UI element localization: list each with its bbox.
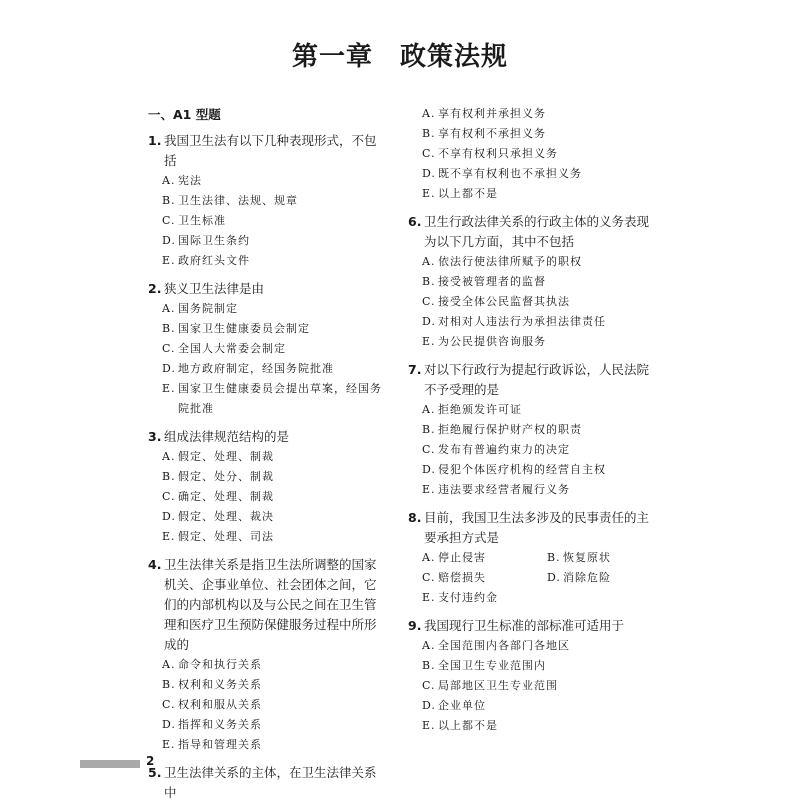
section-heading: 一、A1 型题 xyxy=(148,107,221,122)
page-title: 第一章 政策法规 xyxy=(291,42,508,72)
option-letter: C. xyxy=(162,698,176,711)
question-stem xyxy=(408,212,658,252)
option-text: 假定、处理、司法 xyxy=(178,530,274,543)
option-letter: E. xyxy=(422,483,436,496)
question-number: 7. xyxy=(408,362,422,377)
question-text: 组成法律规范结构的是 xyxy=(164,429,290,444)
option-item xyxy=(148,527,384,547)
option-item xyxy=(408,460,658,480)
option-text: 国际卫生条约 xyxy=(178,234,250,247)
question-7 xyxy=(408,360,658,500)
option-item: D. 消除危险 xyxy=(547,571,611,584)
option-letter: D. xyxy=(162,510,176,523)
option-letter: A. xyxy=(162,450,176,463)
option-row xyxy=(408,548,658,568)
option-letter: E. xyxy=(422,719,436,732)
option-item xyxy=(408,440,658,460)
option-letter: B. xyxy=(422,275,436,288)
option-item xyxy=(148,447,384,467)
question-text: 狭义卫生法律是由 xyxy=(164,281,265,296)
option-letter: C. xyxy=(162,490,176,503)
option-text: 地方政府制定，经国务院批准 xyxy=(178,362,334,375)
question-3 xyxy=(148,427,384,547)
question-4 xyxy=(148,555,384,755)
option-text: 以上都不是 xyxy=(438,719,498,732)
option-letter: B. xyxy=(422,127,436,140)
question-number: 8. xyxy=(408,510,422,525)
option-text: 侵犯个体医疗机构的经营自主权 xyxy=(438,463,606,476)
question-text: 卫生法律关系的主体，在卫生法律关系中 xyxy=(164,765,377,800)
option-letter: D. xyxy=(422,463,436,476)
left-question-list xyxy=(148,131,384,803)
option-letter: B. xyxy=(422,423,436,436)
option-item xyxy=(408,144,658,164)
option-letter: A. xyxy=(422,255,436,268)
option-text: 全国范围内各部门各地区 xyxy=(438,639,570,652)
question-number: 6. xyxy=(408,214,422,229)
question-stem xyxy=(148,555,384,655)
option-item xyxy=(408,252,658,272)
question-stem xyxy=(148,763,384,803)
question-text: 目前，我国卫生法多涉及的民事责任的主要承担方式是 xyxy=(424,510,650,545)
option-item xyxy=(148,251,384,271)
option-letter: C. xyxy=(162,342,176,355)
option-text: 指挥和义务关系 xyxy=(178,718,262,731)
option-item xyxy=(408,332,658,352)
option-item xyxy=(148,655,384,675)
option-letter: E. xyxy=(162,738,176,751)
option-text: 全国卫生专业范围内 xyxy=(438,659,546,672)
option-item xyxy=(408,124,658,144)
question-1 xyxy=(148,131,384,271)
footer-bar xyxy=(80,760,140,768)
question-number: 4. xyxy=(148,557,162,572)
option-item xyxy=(148,299,384,319)
option-item xyxy=(148,171,384,191)
option-text: 企业单位 xyxy=(438,699,486,712)
option-letter: D. xyxy=(422,699,436,712)
option-letter: D. xyxy=(162,718,176,731)
option-item xyxy=(148,487,384,507)
option-item xyxy=(148,735,384,755)
option-letter: E. xyxy=(422,335,436,348)
option-text: 国务院制定 xyxy=(178,302,238,315)
question-stem xyxy=(408,360,658,400)
option-item xyxy=(408,104,658,124)
option-item xyxy=(148,695,384,715)
option-text: 以上都不是 xyxy=(438,187,498,200)
option-letter: B. xyxy=(162,470,176,483)
option-item xyxy=(408,164,658,184)
question-text: 卫生行政法律关系的行政主体的义务表现为以下几方面，其中不包括 xyxy=(424,214,650,249)
option-text: 卫生法律、法规、规章 xyxy=(178,194,298,207)
option-letter: B. xyxy=(162,322,176,335)
option-letter: D. xyxy=(422,167,436,180)
option-text: 宪法 xyxy=(178,174,202,187)
option-item xyxy=(148,675,384,695)
option-letter: C. xyxy=(422,147,436,160)
question-5 xyxy=(148,763,384,803)
question-number: 5. xyxy=(148,765,162,780)
option-letter: D. xyxy=(162,234,176,247)
option-letter: A. xyxy=(162,174,176,187)
option-letter: B. xyxy=(422,659,436,672)
option-letter: B. xyxy=(162,678,176,691)
question-8 xyxy=(408,508,658,608)
option-letter: A. xyxy=(422,639,436,652)
option-letter: B. xyxy=(162,194,176,207)
option-text: 接受全体公民监督其执法 xyxy=(438,295,570,308)
option-text: 享有权利不承担义务 xyxy=(438,127,546,140)
option-item: C. 赔偿损失 xyxy=(422,571,486,584)
option-text: 假定、处理、裁决 xyxy=(178,510,274,523)
option-text: 拒绝履行保护财产权的职责 xyxy=(438,423,582,436)
option-item xyxy=(408,400,658,420)
question-stem xyxy=(408,508,658,548)
option-letter: D. xyxy=(162,362,176,375)
option-text: 依法行使法律所赋予的职权 xyxy=(438,255,582,268)
question-number: 9. xyxy=(408,618,422,633)
option-text: 接受被管理者的监督 xyxy=(438,275,546,288)
option-item xyxy=(408,480,658,500)
question-number: 3. xyxy=(148,429,162,444)
option-text: 卫生标准 xyxy=(178,214,226,227)
question-6 xyxy=(408,212,658,352)
option-text: 权利和服从关系 xyxy=(178,698,262,711)
option-letter: A. xyxy=(422,403,436,416)
option-item: B. 恢复原状 xyxy=(547,551,611,564)
option-letter: D. xyxy=(422,315,436,328)
option-text: 局部地区卫生专业范围 xyxy=(438,679,558,692)
option-letter: A. xyxy=(162,658,176,671)
option-text: 命令和执行关系 xyxy=(178,658,262,671)
option-text: 国家卫生健康委员会提出草案，经国务院批准 xyxy=(178,382,382,415)
option-text: 指导和管理关系 xyxy=(178,738,262,751)
option-item xyxy=(148,359,384,379)
option-letter: A. xyxy=(422,107,436,120)
option-item: A. 停止侵害 xyxy=(422,551,486,564)
option-letter: A. xyxy=(162,302,176,315)
option-text: 发布有普遍约束力的决定 xyxy=(438,443,570,456)
option-item xyxy=(408,420,658,440)
right-column xyxy=(408,104,658,744)
option-item xyxy=(408,656,658,676)
option-text: 全国人大常委会制定 xyxy=(178,342,286,355)
page-number: 2 xyxy=(146,754,155,768)
option-item xyxy=(148,339,384,359)
option-text: 拒绝颁发许可证 xyxy=(438,403,522,416)
option-text: 为公民提供咨询服务 xyxy=(438,335,546,348)
question-text: 卫生法律关系是指卫生法所调整的国家机关、企事业单位、社会团体之间，它们的内部机构以及与公民之间在卫生管理和医疗卫生预防保健服务过程中所形成的 xyxy=(164,557,377,652)
option-letter: E. xyxy=(162,382,176,395)
option-text: 对相对人违法行为承担法律责任 xyxy=(438,315,606,328)
option-text: 违法要求经营者履行义务 xyxy=(438,483,570,496)
question-9 xyxy=(408,616,658,736)
question-number: 2. xyxy=(148,281,162,296)
option-item xyxy=(408,292,658,312)
option-letter: C. xyxy=(162,214,176,227)
option-item xyxy=(408,696,658,716)
option-letter: E. xyxy=(422,187,436,200)
option-item xyxy=(148,191,384,211)
option-item xyxy=(408,676,658,696)
option-letter: C. xyxy=(422,443,436,456)
option-text: 假定、处分、制裁 xyxy=(178,470,274,483)
option-item xyxy=(148,319,384,339)
question-stem xyxy=(408,616,658,636)
option-item xyxy=(148,715,384,735)
option-row xyxy=(408,568,658,588)
option-letter: E. xyxy=(162,530,176,543)
option-item xyxy=(148,467,384,487)
option-text: 不享有权利只承担义务 xyxy=(438,147,558,160)
option-letter: E. xyxy=(162,254,176,267)
option-item xyxy=(148,379,384,419)
question-text: 对以下行政行为提起行政诉讼，人民法院不予受理的是 xyxy=(424,362,650,397)
right-question-list-b xyxy=(408,616,658,736)
question-stem xyxy=(148,427,384,447)
question-stem xyxy=(148,279,384,299)
option-item xyxy=(148,507,384,527)
option-item xyxy=(408,312,658,332)
option-item xyxy=(148,211,384,231)
right-question-list-a xyxy=(408,212,658,500)
option-item: E. 支付违约金 xyxy=(422,591,498,604)
question-text: 我国卫生法有以下几种表现形式，不包括 xyxy=(164,133,377,168)
question-text: 我国现行卫生标准的部标准可适用于 xyxy=(424,618,625,633)
option-text: 享有权利并承担义务 xyxy=(438,107,546,120)
option-item xyxy=(408,184,658,204)
question-number: 1. xyxy=(148,133,162,148)
option-letter: C. xyxy=(422,295,436,308)
option-item xyxy=(408,636,658,656)
option-text: 权利和义务关系 xyxy=(178,678,262,691)
option-letter: C. xyxy=(422,679,436,692)
left-column xyxy=(148,104,384,811)
option-item xyxy=(148,231,384,251)
q5-continued-options xyxy=(408,104,658,204)
option-text: 确定、处理、制裁 xyxy=(178,490,274,503)
question-stem xyxy=(148,131,384,171)
option-text: 假定、处理、制裁 xyxy=(178,450,274,463)
option-text: 政府红头文件 xyxy=(178,254,250,267)
option-item xyxy=(408,716,658,736)
option-text: 国家卫生健康委员会制定 xyxy=(178,322,310,335)
option-item xyxy=(408,272,658,292)
question-2 xyxy=(148,279,384,419)
option-text: 既不享有权利也不承担义务 xyxy=(438,167,582,180)
